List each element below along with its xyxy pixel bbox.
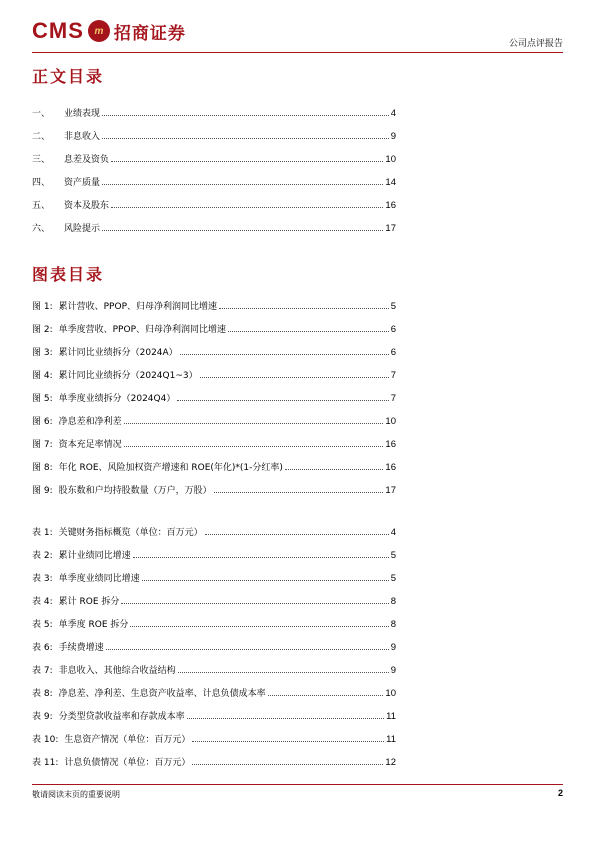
table-entry[interactable] [32,699,396,722]
entry-label: 单季度业绩拆分（2024Q4） [58,394,176,404]
toc-entry[interactable] [32,188,396,211]
entry-page: 11 [386,734,396,745]
table-entry[interactable] [32,653,396,676]
toc-title: 正文目录 [32,67,105,86]
dot-leader [111,207,383,208]
entry-label: 计息负债情况（单位：百万元） [64,758,191,768]
entry-label: 息差及资负 [64,155,110,165]
toc-entry[interactable] [32,211,396,234]
dot-leader [177,400,388,401]
dot-leader [124,423,384,424]
dot-leader [219,308,389,309]
dot-leader [142,580,389,581]
dot-leader [192,764,383,765]
entry-label: 年化 ROE、风险加权资产增速和 ROE(年化)*(1-分红率) [58,463,283,473]
entry-page: 7 [390,370,396,381]
entry-page: 4 [390,108,396,119]
page-header [32,18,563,52]
entry-page: 16 [385,439,396,450]
dot-leader [268,695,384,696]
dot-leader [102,184,383,185]
entry-number: 图 5: [32,394,53,404]
entry-number: 图 6: [32,417,53,427]
entry-label: 净息差、净利差、生息资产收益率、计息负债成本率 [58,689,266,699]
header-divider [32,52,563,53]
entry-number: 图 9: [32,486,53,496]
footer-divider [32,784,563,785]
entry-number: 表 4: [32,597,53,607]
entry-page: 10 [385,416,396,427]
entry-page: 10 [385,688,396,699]
entry-label: 资本及股东 [64,201,110,211]
figure-entry[interactable] [32,404,396,427]
entry-number: 图 4: [32,371,53,381]
entry-label: 累计 ROE 拆分 [58,597,120,607]
table-entry[interactable] [32,561,396,584]
entry-page: 16 [385,200,396,211]
table-entry[interactable] [32,722,396,745]
entry-label: 股东数和户均持股数量（万户，万股） [58,486,212,496]
dot-leader [205,534,389,535]
dot-leader [187,718,384,719]
dot-leader [133,557,389,558]
figures-title: 图表目录 [32,265,105,284]
entry-number: 图 8: [32,463,53,473]
entry-number: 表 5: [32,620,53,630]
table-list [32,515,396,768]
figure-entry[interactable] [32,450,396,473]
toc-entry[interactable] [32,119,396,142]
page-number: 2 [557,788,563,798]
entry-label: 单季度 ROE 拆分 [58,620,129,630]
table-entry[interactable] [32,584,396,607]
dot-leader [285,469,384,470]
figure-entry[interactable] [32,358,396,381]
entry-number: 表 1: [32,528,53,538]
entry-page: 11 [386,711,396,722]
table-entry[interactable] [32,630,396,653]
entry-label: 业绩表现 [64,109,101,119]
entry-label: 单季度营收、PPOP、归母净利润同比增速 [58,325,226,335]
dot-leader [228,331,389,332]
entry-page: 5 [390,301,396,312]
entry-number: 五、 [32,201,51,211]
dot-leader [214,492,384,493]
entry-label: 累计业绩同比增速 [58,551,131,561]
entry-number: 六、 [32,224,51,234]
dot-leader [106,649,389,650]
entry-number: 表 9: [32,712,53,722]
entry-label: 累计同比业绩拆分（2024A） [58,348,178,358]
entry-number: 四、 [32,178,51,188]
table-entry[interactable] [32,676,396,699]
entry-page: 17 [385,485,396,496]
entry-page: 5 [390,573,396,584]
dot-leader [102,115,389,116]
entry-number: 一、 [32,109,51,119]
entry-page: 9 [390,642,396,653]
figure-entry[interactable] [32,427,396,450]
entry-number: 图 3: [32,348,53,358]
figure-entry[interactable] [32,335,396,358]
figure-list [32,289,396,496]
entry-number: 表 2: [32,551,53,561]
table-entry[interactable] [32,515,396,538]
figure-entry[interactable] [32,381,396,404]
entry-page: 8 [390,596,396,607]
entry-label: 资产质量 [64,178,101,188]
entry-label: 非息收入 [64,132,101,142]
entry-page: 7 [390,393,396,404]
toc-entry[interactable] [32,142,396,165]
figure-entry[interactable] [32,312,396,335]
entry-label: 风险提示 [64,224,101,234]
entry-number: 表 6: [32,643,53,653]
entry-label: 单季度业绩同比增速 [58,574,140,584]
report-type: 公司点评报告 [508,39,563,49]
cms-logo [32,18,186,44]
entry-label: 累计同比业绩拆分（2024Q1~3） [58,371,198,381]
entry-page: 17 [385,223,396,234]
entry-number: 图 1: [32,302,53,312]
dot-leader [124,446,384,447]
toc-list [32,96,396,234]
entry-label: 分类型贷款收益率和存款成本率 [58,712,185,722]
entry-label: 手续费增速 [58,643,104,653]
dot-leader [200,377,389,378]
logo-mark-icon: m [88,20,110,42]
entry-number: 三、 [32,155,51,165]
logo-text: CMS [32,18,84,43]
entry-page: 6 [390,347,396,358]
table-entry[interactable] [32,607,396,630]
dot-leader [130,626,388,627]
entry-page: 12 [385,757,396,768]
entry-label: 累计营收、PPOP、归母净利润同比增速 [58,302,217,312]
dot-leader [180,354,389,355]
entry-page: 9 [390,665,396,676]
entry-label: 净息差和净利差 [58,417,122,427]
entry-page: 9 [390,131,396,142]
entry-label: 生息资产情况（单位：百万元） [64,735,191,745]
dot-leader [121,603,388,604]
entry-label: 非息收入、其他综合收益结构 [58,666,176,676]
figure-entry[interactable] [32,473,396,496]
table-entry[interactable] [32,745,396,768]
entry-page: 4 [390,527,396,538]
dot-leader [178,672,389,673]
toc-entry[interactable] [32,165,396,188]
entry-page: 8 [390,619,396,630]
dot-leader [102,138,389,139]
entry-label: 关键财务指标概览（单位：百万元） [58,528,203,538]
disclaimer-note: 敬请阅读末页的重要说明 [32,790,120,799]
entry-page: 14 [385,177,396,188]
toc-entry[interactable] [32,96,396,119]
table-entry[interactable] [32,538,396,561]
entry-number: 图 7: [32,440,53,450]
entry-page: 16 [385,462,396,473]
entry-number: 图 2: [32,325,53,335]
dot-leader [192,741,384,742]
entry-number: 表 7: [32,666,53,676]
dot-leader [111,161,383,162]
entry-page: 6 [390,324,396,335]
entry-number: 表 3: [32,574,53,584]
entry-number: 表 10: [32,735,59,745]
figure-entry[interactable] [32,289,396,312]
entry-label: 资本充足率情况 [58,440,122,450]
entry-number: 二、 [32,132,51,142]
entry-page: 10 [385,154,396,165]
entry-page: 5 [390,550,396,561]
dot-leader [102,230,383,231]
logo-chinese-name: 招商证券 [113,23,186,44]
entry-number: 表 8: [32,689,53,699]
entry-number: 表 11: [32,758,59,768]
